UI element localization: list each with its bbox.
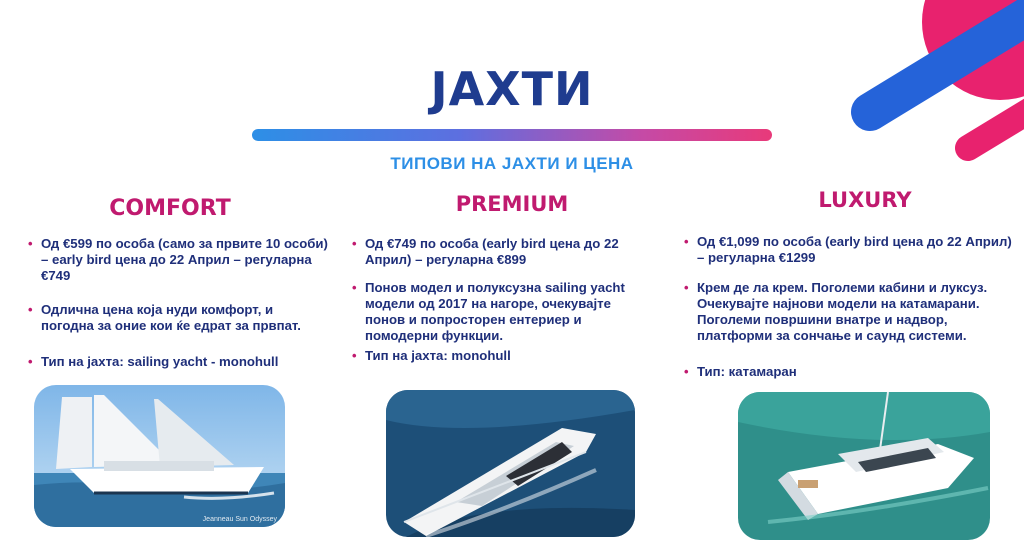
premium-bullet-list xyxy=(352,236,652,364)
luxury-heading: LUXURY xyxy=(818,188,912,212)
comfort-description-item: • Одлична цена која нуди комфорт, и погодна за оние кои ќе едрат за првпат. xyxy=(28,302,328,334)
premium-yacht-photo xyxy=(386,390,635,537)
premium-price-item: • Од €749 по особа (early bird цена до 22 Април) – регуларна €899 xyxy=(352,236,652,268)
photo-watermark: Jeanneau Sun Odyssey xyxy=(202,516,277,523)
premium-heading: PREMIUM xyxy=(455,192,569,216)
comfort-bullet-list xyxy=(28,236,328,370)
luxury-type-item: • Тип: катамаран xyxy=(684,364,1014,380)
luxury-description-item: • Крем де ла крем. Поголеми кабини и луксуз. Очекувајте најнови модели на катамарани. Поголеми површини внатре и надвор, платформи за сончање и саунд системи. xyxy=(684,280,1014,344)
comfort-heading: COMFORT xyxy=(109,196,231,221)
comfort-price-item: • Од €599 по особа (само за првите 10 особи) – early bird цена до 22 Април – регуларна €749 xyxy=(28,236,328,284)
luxury-price-item: • Од €1,099 по особа (early bird цена до 22 Април) – регуларна €1299 xyxy=(684,234,1014,266)
comfort-yacht-photo xyxy=(34,385,285,527)
comfort-type-item: • Тип на јахта: sailing yacht - monohull xyxy=(28,354,328,370)
luxury-yacht-photo xyxy=(738,392,990,540)
page-subtitle: ТИПОВИ НА ЈАХТИ И ЦЕНА xyxy=(390,154,634,173)
premium-description-item: • Понов модел и полуксузна sailing yacht модели од 2017 на нагоре, очекувајте понов и попросторен ентериер и помодерни функции. xyxy=(352,280,652,344)
luxury-bullet-list xyxy=(684,234,1014,380)
premium-type-item: • Тип на јахта: monohull xyxy=(352,348,652,364)
title-underline xyxy=(252,129,772,141)
page-title: ЈАХТИ xyxy=(430,62,594,116)
